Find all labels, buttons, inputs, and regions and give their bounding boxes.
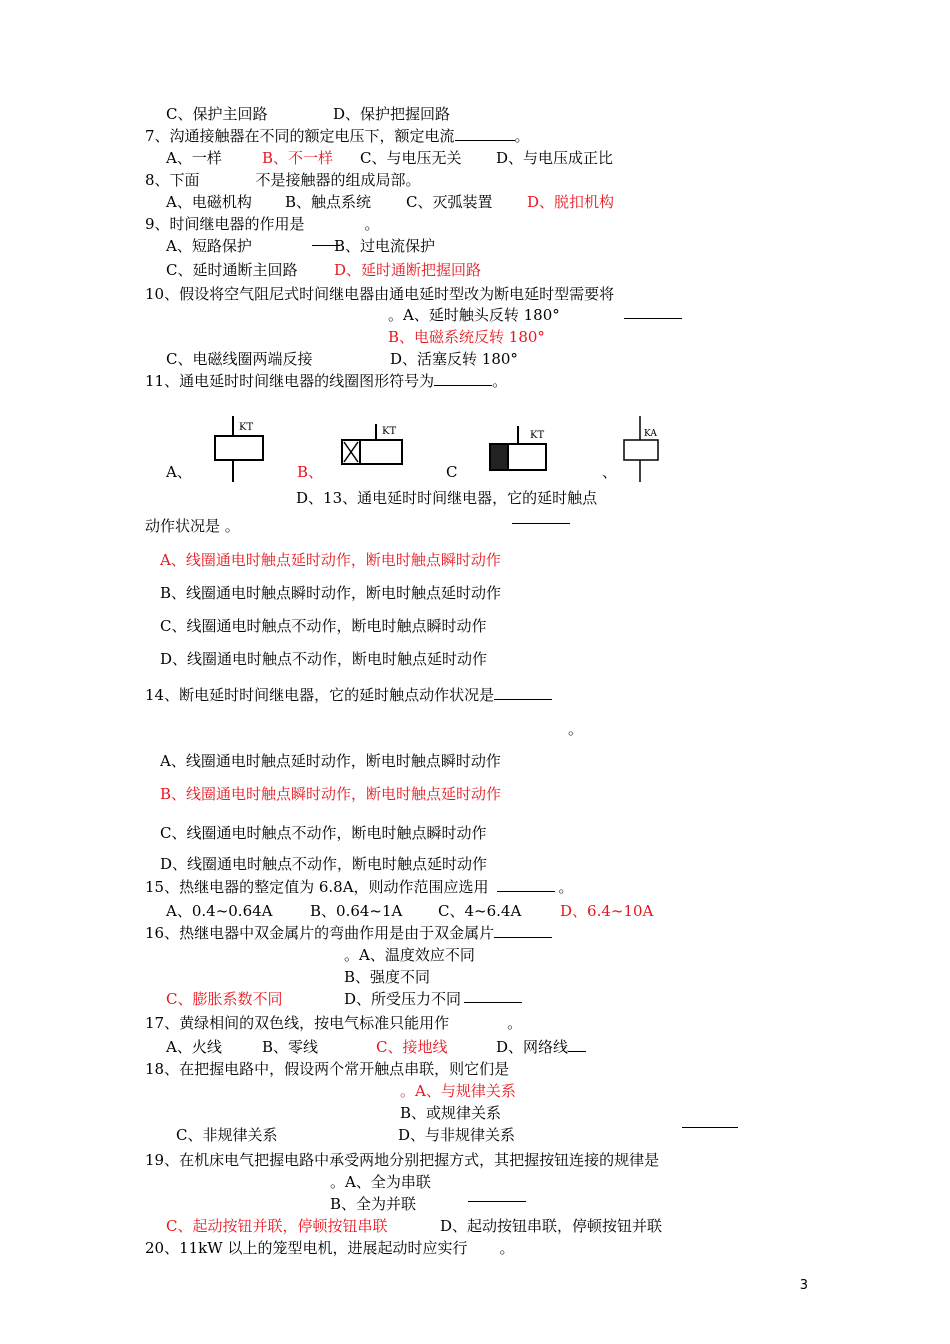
q8-option-b: B、触点系统 [285, 193, 372, 211]
q13-stem-2 [145, 516, 240, 536]
q8-stem-text-2: 不是接触器的组成局部。 [255, 171, 421, 189]
q13-answer-line [512, 523, 570, 524]
coil-symbol-d [618, 414, 668, 484]
coil-symbol-c [486, 424, 552, 476]
q14-option-d: D、线圈通电时触点不动作，断电时触点延时动作 [160, 855, 488, 873]
q13-stem-text: 动作状况是 [145, 517, 221, 535]
q7-stem [145, 126, 530, 146]
q14-option-b: B、线圈通电时触点瞬时动作，断电时触点延时动作 [160, 785, 502, 803]
q7-stem-text: 7、沟通接触器在不同的额定电压下，额定电流 [145, 127, 455, 145]
q8-answer-blank [200, 171, 256, 185]
q19-answer-line [468, 1201, 526, 1202]
coil-label-a: KT [239, 422, 254, 433]
q11-option-c: C [446, 463, 458, 481]
q14-stem-end: 。 [568, 720, 584, 738]
q8-stem-text-1: 8、下面 [145, 171, 200, 189]
q11-separator: 、 [602, 463, 618, 481]
coil-label-b: KT [382, 426, 397, 437]
q7-option-c: C、与电压无关 [360, 149, 462, 167]
q13-option-a: A、线圈通电时触点延时动作，断电时触点瞬时动作 [160, 551, 501, 569]
q20-stem-text: 20、11kW 以上的笼型电机，进展起动时应实行 [145, 1239, 468, 1257]
q9-option-c: C、延时通断主回路 [166, 261, 298, 279]
q17-stem-end: 。 [507, 1014, 523, 1032]
q18-option-d: D、与非规律关系 [398, 1126, 516, 1144]
q11-stem [145, 371, 507, 391]
q17-stem [145, 1013, 522, 1033]
q11-option-a: A、 [166, 463, 192, 481]
q14-option-c: C、线圈通电时触点不动作，断电时触点瞬时动作 [160, 824, 487, 842]
q7-stem-end: 。 [514, 127, 530, 145]
q15-option-a: A、0.4~0.64A [166, 902, 273, 920]
q6-option-d: D、保护把握回路 [333, 105, 451, 123]
q15-option-c: C、4~6.4A [438, 902, 522, 920]
q6-option-c: C、保护主回路 [166, 105, 268, 123]
q19-option-a: 。A、全为串联 [330, 1173, 431, 1191]
q14-stem [145, 685, 552, 705]
q17-option-d: D、网络线 [496, 1038, 569, 1056]
q19-option-b: B、全为并联 [330, 1195, 417, 1213]
q10-answer-line [624, 318, 682, 319]
q17-answer-line [568, 1051, 586, 1052]
page-number: 3 [799, 1278, 808, 1293]
q18-option-b: B、或规律关系 [400, 1104, 502, 1122]
q18-option-c: C、非规律关系 [176, 1126, 278, 1144]
q13-option-c: C、线圈通电时触点不动作，断电时触点瞬时动作 [160, 617, 487, 635]
q8-option-a: A、电磁机构 [166, 193, 252, 211]
q19-stem: 19、在机床电气把握电路中承受两地分别把握方式，其把握按钮连接的规律是 [145, 1151, 660, 1169]
q16-option-d: D、所受压力不同 [344, 990, 462, 1008]
q15-option-d: D、6.4~10A [560, 902, 654, 920]
q14-stem-text: 14、断电延时时间继电器，它的延时触点动作状况是 [145, 686, 495, 704]
q10-option-a: 。A、延时触头反转 180° [388, 306, 560, 324]
q10-stem: 10、假设将空气阻尼式时间继电器由通电延时型改为断电延时型需要将 [145, 285, 615, 303]
q7-option-a: A、一样 [166, 149, 222, 167]
q19-option-d: D、起动按钮串联，停顿按钮并联 [440, 1217, 663, 1235]
q15-option-b: B、0.64~1A [310, 902, 403, 920]
q10-option-d: D、活塞反转 180° [390, 350, 518, 368]
q13-option-b: B、线圈通电时触点瞬时动作，断电时触点延时动作 [160, 584, 502, 602]
q16-stem-text: 16、热继电器中双金属片的弯曲作用是由于双金属片 [145, 924, 495, 942]
q7-option-d: D、与电压成正比 [496, 149, 614, 167]
q16-answer-line [464, 1002, 522, 1003]
q9-stem [145, 214, 380, 234]
q9-option-d: D、延时通断把握回路 [334, 261, 482, 279]
q9-option-b: B、过电流保护 [334, 237, 436, 255]
q15-stem-end: 。 [558, 878, 574, 896]
q15-stem-text: 15、热继电器的整定值为 6.8A，则动作范围应选用 [145, 878, 489, 896]
q17-stem-text: 17、黄绿相间的双色线，按电气标准只能用作 [145, 1014, 450, 1032]
q15-stem [145, 877, 574, 897]
coil-label-c: KT [530, 430, 545, 441]
q11-stem-text: 11、通电延时时间继电器的线圈图形符号为 [145, 372, 435, 390]
q14-option-a: A、线圈通电时触点延时动作，断电时触点瞬时动作 [160, 752, 501, 770]
q16-option-b: B、强度不同 [344, 968, 431, 986]
q10-option-c: C、电磁线圈两端反接 [166, 350, 313, 368]
q20-stem-end: 。 [499, 1239, 515, 1257]
q19-option-c: C、起动按钮并联，停顿按钮串联 [166, 1217, 388, 1235]
q17-option-c: C、接地线 [376, 1038, 448, 1056]
q7-answer-blank [455, 126, 515, 141]
q18-option-a: 。A、与规律关系 [400, 1082, 516, 1100]
q17-option-b: B、零线 [262, 1038, 319, 1056]
q13-option-d: D、线圈通电时触点不动作，断电时触点延时动作 [160, 650, 488, 668]
q11-stem-end: 。 [492, 372, 508, 390]
q9-stem-end: 。 [364, 215, 380, 233]
q14-answer-blank [494, 685, 552, 700]
q16-answer-blank [494, 923, 552, 938]
coil-symbol-b [338, 420, 408, 472]
q15-answer-blank [497, 877, 555, 892]
q20-stem [145, 1238, 514, 1258]
q16-stem [145, 923, 552, 943]
q9-stem-text: 9、时间继电器的作用是 [145, 215, 305, 233]
q13-stem-end: 。 [224, 517, 240, 535]
coil-label-d: KA [644, 429, 657, 439]
q18-stem: 18、在把握电路中，假设两个常开触点串联，则它们是 [145, 1060, 510, 1078]
q7-option-b: B、不一样 [262, 149, 334, 167]
q11-option-b: B、 [297, 463, 324, 481]
q11-answer-blank [434, 371, 492, 386]
q13-stem-1: D、13、通电延时时间继电器，它的延时触点 [296, 489, 598, 507]
coil-symbol-a [205, 412, 269, 484]
q16-option-c: C、膨胀系数不同 [166, 990, 283, 1008]
q10-option-b: B、电磁系统反转 180° [388, 328, 545, 346]
q8-option-c: C、灭弧装置 [406, 193, 493, 211]
q9-option-a: A、短路保护 [166, 237, 252, 255]
q8-stem [145, 170, 421, 190]
q17-option-a: A、火线 [166, 1038, 222, 1056]
q8-option-d: D、脱扣机构 [527, 193, 615, 211]
q18-answer-line [682, 1127, 738, 1128]
q16-option-a: 。A、温度效应不同 [344, 946, 475, 964]
